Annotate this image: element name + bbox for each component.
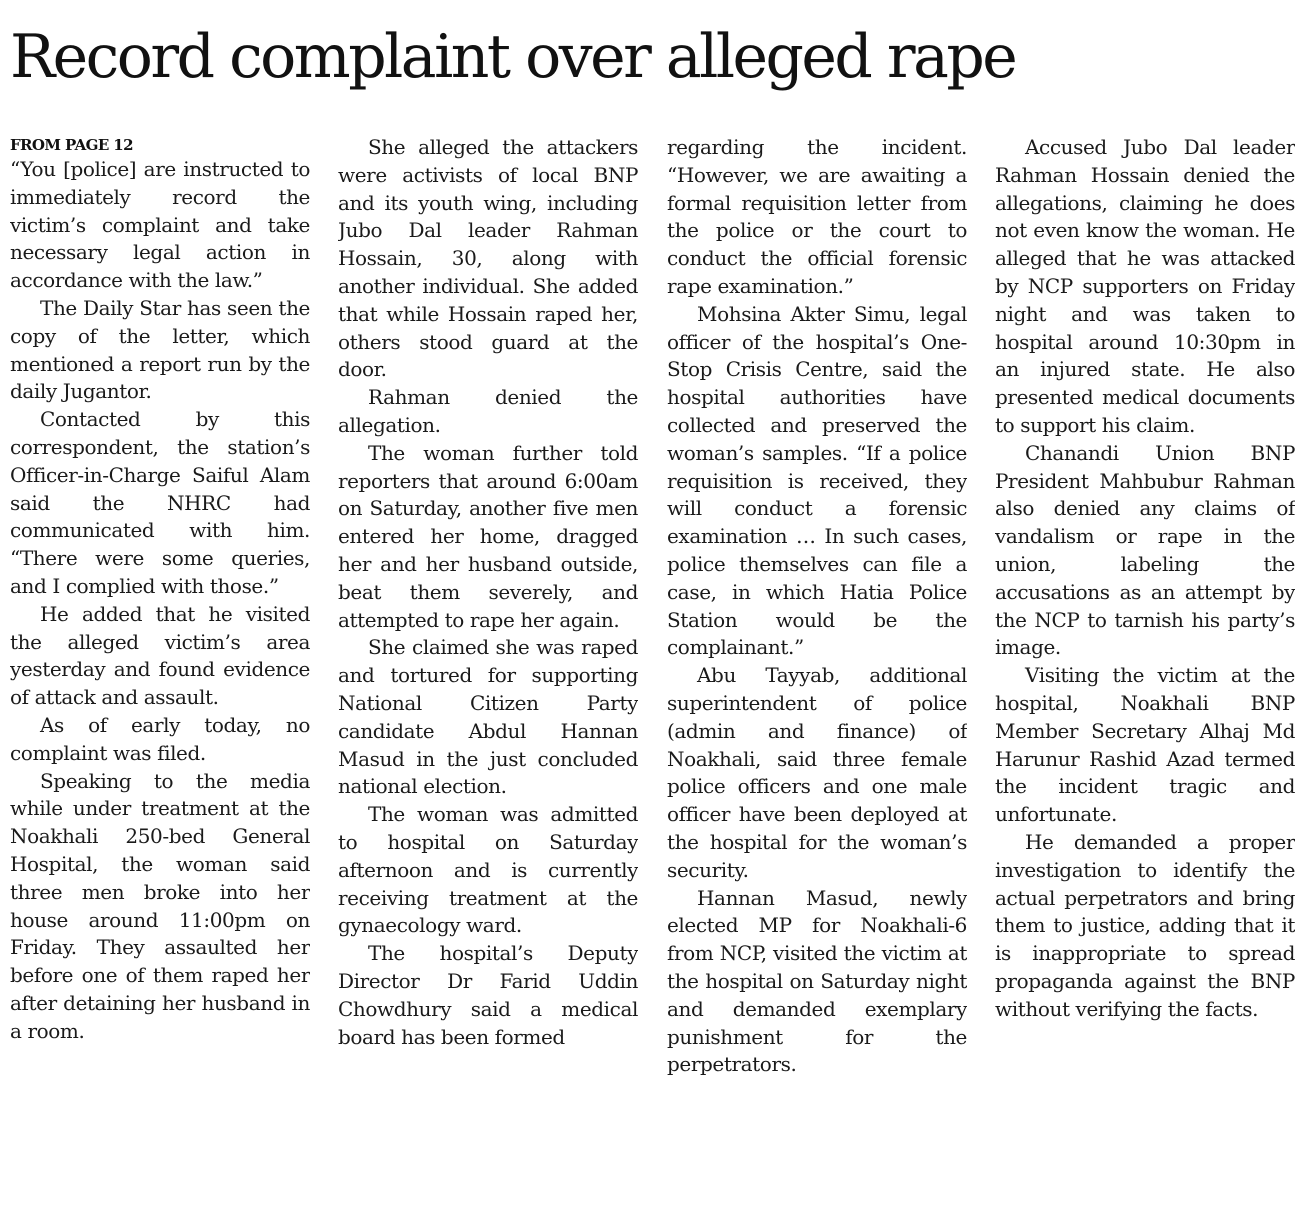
paragraph: Visiting the victim at the hospital, Noakhali BNP Member Secretary Alhaj Md Harunur Rashid Azad termed the incident tragic and unfortunate. [995, 663, 1295, 827]
paragraph: Hannan Masud, newly elected MP for Noakhali-6 from NCP, visited the victim at the hospital on Saturday night and demanded exemplary punishment for the perpetrators. [667, 885, 967, 1077]
paragraph: He demanded a proper investigation to identify the actual perpetrators and bring them to justice, adding that it is inappropriate to spread propaganda against the BNP without verifying the facts. [995, 829, 1295, 1021]
paragraph: She claimed she was raped and tortured for supporting National Citizen Party candidate Abdul Hannan Masud in the just concluded national election. [338, 635, 638, 799]
paragraph: Rahman denied the allegation. [338, 385, 638, 437]
paragraph: Speaking to the media while under treatment at the Noakhali 250-bed General Hospital, the woman said three men broke into her house around 11:00pm on Friday. They assaulted her before one of them raped her after detaining her husband in a room. [10, 768, 310, 1043]
paragraph: The Daily Star has seen the copy of the letter, which mentioned a report run by the daily Jugantor. [10, 295, 310, 404]
paragraph: regarding the incident. “However, we are awaiting a formal requisition letter from the police or the court to conduct the official forensic rape examination.” [667, 135, 967, 298]
column-3 [667, 134, 967, 1202]
paragraph: The hospital’s Deputy Director Dr Farid Uddin Chowdhury said a medical board has been formed [338, 941, 638, 1049]
news-article [0, 22, 1306, 1207]
paragraph: He added that he visited the alleged victim’s area yesterday and found evidence of attack and assault. [10, 601, 310, 710]
column-4 [995, 134, 1295, 1202]
headline: Record complaint over alleged rape [10, 22, 1016, 92]
paragraph: Abu Tayyab, additional superintendent of police (admin and finance) of Noakhali, said three female police officers and one male officer have been deployed at the hospital for the woman’s security. [667, 663, 967, 882]
paragraph: She alleged the attackers were activists of local BNP and its youth wing, including Jubo Dal leader Rahman Hossain, 30, along with another individual. She added that while Hossain raped her, others stood guard at the door. [338, 135, 638, 382]
paragraph: Accused Jubo Dal leader Rahman Hossain denied the allegations, claiming he does not even know the woman. He alleged that he was attacked by NCP supporters on Friday night and was taken to hospital around 10:30pm in an injured state. He also presented medical documents to support his claim. [995, 135, 1295, 437]
paragraph: Contacted by this correspondent, the station’s Officer-in-Charge Saiful Alam said the NHRC had communicated with him. “There were some queries, and I complied with those.” [10, 407, 310, 598]
paragraph: As of early today, no complaint was filed. [10, 712, 310, 765]
column-1 [10, 134, 310, 1202]
continuation-label: FROM PAGE 12 [10, 136, 133, 154]
column-2 [338, 134, 638, 1202]
paragraph: Mohsina Akter Simu, legal officer of the hospital’s One-Stop Crisis Centre, said the hospital authorities have collected and preserved the woman’s samples. “If a police requisition is received, they will conduct a forensic examination … In such cases, police themselves can file a case, in which Hatia Police Station would be the complainant.” [667, 301, 967, 660]
article-body [10, 134, 1296, 1204]
paragraph: “You [police] are instructed to immediately record the victim’s complaint and take necessary legal action in accordance with the law.” [10, 157, 310, 293]
paragraph: Chanandi Union BNP President Mahbubur Rahman also denied any claims of vandalism or rape in the union, labeling the accusations as an attempt by the NCP to tarnish his party’s image. [995, 440, 1295, 660]
paragraph: The woman further told reporters that around 6:00am on Saturday, another five men entered her home, dragged her and her husband outside, beat them severely, and attempted to rape her again. [338, 440, 638, 632]
paragraph: The woman was admitted to hospital on Saturday afternoon and is currently receiving treatment at the gynaecology ward. [338, 802, 638, 938]
